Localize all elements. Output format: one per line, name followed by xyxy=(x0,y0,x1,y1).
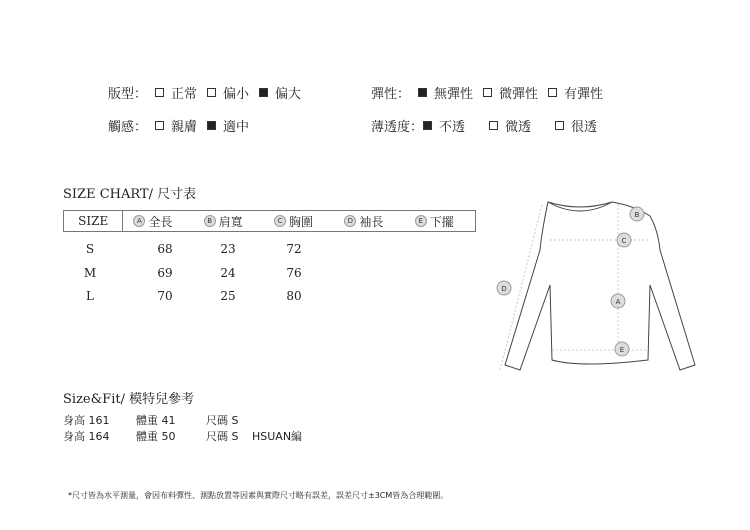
option-label: 無彈性 xyxy=(434,87,474,102)
column-label: 胸圍 xyxy=(289,214,314,229)
fit-label: 版型： xyxy=(108,87,148,102)
marker-a xyxy=(611,294,625,308)
elasticity-row xyxy=(371,83,613,102)
elasticity-option-slight xyxy=(483,83,538,102)
size-chart-header xyxy=(63,210,476,232)
option-label: 不透 xyxy=(439,120,466,135)
checkbox-checked-icon xyxy=(423,121,432,130)
value-cell: 68 xyxy=(157,242,173,256)
checkbox-icon xyxy=(483,88,492,97)
checkbox-checked-icon xyxy=(259,88,268,97)
model-size: 尺碼 S xyxy=(206,414,239,427)
marker-a-icon: A xyxy=(133,215,145,227)
value-cell: 25 xyxy=(220,289,236,303)
checkbox-checked-icon xyxy=(207,121,216,130)
value-cell: 76 xyxy=(286,266,302,280)
fit-option-small xyxy=(207,83,249,102)
elasticity-option-yes xyxy=(548,83,603,102)
value-cell: 24 xyxy=(220,266,236,280)
measurement-note: *尺寸皆為水平測量，會因布料彈性、測點放置等因素與實際尺寸略有誤差，誤差尺寸±3CM皆為合理範圍。 xyxy=(68,491,449,500)
column-header-d xyxy=(344,213,404,230)
checkbox-icon xyxy=(555,121,564,130)
touch-option-soft xyxy=(155,116,197,135)
option-label: 微透 xyxy=(505,120,532,135)
column-label: 全長 xyxy=(148,214,173,229)
garment-diagram xyxy=(490,190,710,380)
sheerness-row xyxy=(371,116,607,135)
value-cell: 72 xyxy=(286,242,302,256)
svg-text:C: C xyxy=(621,237,627,245)
size-cell: L xyxy=(86,289,94,303)
column-header-a xyxy=(133,213,193,230)
column-label: 下擺 xyxy=(429,214,454,229)
model-height: 身高 164 xyxy=(63,430,110,443)
marker-c-icon: C xyxy=(274,215,286,227)
size-fit-title: Size&Fit/ 模特兒參考 xyxy=(63,392,195,407)
model-row xyxy=(63,412,252,428)
option-label: 親膚 xyxy=(171,120,198,135)
checkbox-checked-icon xyxy=(418,88,427,97)
elasticity-label: 彈性： xyxy=(371,87,411,102)
touch-label: 觸感： xyxy=(108,120,148,135)
checkbox-icon xyxy=(155,121,164,130)
checkbox-icon xyxy=(155,88,164,97)
model-size: 尺碼 S xyxy=(206,430,239,443)
option-label: 偏小 xyxy=(223,87,250,102)
model-height: 身高 161 xyxy=(63,414,110,427)
model-row xyxy=(63,428,302,444)
option-label: 有彈性 xyxy=(564,87,604,102)
fit-option-large xyxy=(259,83,301,102)
marker-c xyxy=(617,233,631,247)
marker-e xyxy=(615,342,629,356)
sheerness-option-none xyxy=(423,116,465,135)
sheerness-label: 薄透度： xyxy=(371,120,424,135)
value-cell: 23 xyxy=(220,242,236,256)
value-cell: 80 xyxy=(286,289,302,303)
svg-text:D: D xyxy=(501,285,507,293)
marker-b-icon: B xyxy=(204,215,216,227)
fit-row xyxy=(108,83,311,102)
marker-b xyxy=(630,207,644,221)
touch-row xyxy=(108,116,259,135)
size-chart-title: SIZE CHART/ 尺寸表 xyxy=(63,187,197,202)
touch-option-medium xyxy=(207,116,249,135)
column-header-e xyxy=(415,213,475,230)
svg-text:E: E xyxy=(619,346,625,354)
option-label: 偏大 xyxy=(275,87,302,102)
column-label: 肩寬 xyxy=(218,214,243,229)
option-label: 微彈性 xyxy=(499,87,539,102)
size-cell: S xyxy=(85,242,95,256)
svg-text:A: A xyxy=(615,298,621,306)
option-label: 適中 xyxy=(223,120,250,135)
sheerness-option-slight xyxy=(489,116,531,135)
column-header-b xyxy=(204,213,264,230)
size-header-cell: SIZE xyxy=(64,211,123,231)
garment-outline xyxy=(505,202,695,370)
marker-d xyxy=(497,281,511,295)
model-weight: 體重 41 xyxy=(136,414,176,427)
column-header-c xyxy=(274,213,334,230)
size-cell: M xyxy=(83,266,97,280)
elasticity-option-none xyxy=(418,83,473,102)
option-label: 很透 xyxy=(571,120,598,135)
model-weight: 體重 50 xyxy=(136,430,176,443)
value-cell: 70 xyxy=(157,289,173,303)
marker-e-icon: E xyxy=(415,215,427,227)
checkbox-icon xyxy=(489,121,498,130)
column-label: 袖長 xyxy=(359,214,384,229)
sheerness-option-very xyxy=(555,116,597,135)
svg-text:B: B xyxy=(634,211,640,219)
checkbox-icon xyxy=(548,88,557,97)
fit-option-normal xyxy=(155,83,197,102)
model-name: HSUAN編 xyxy=(252,430,303,443)
marker-d-icon: D xyxy=(344,215,356,227)
checkbox-icon xyxy=(207,88,216,97)
value-cell: 69 xyxy=(157,266,173,280)
option-label: 正常 xyxy=(171,87,198,102)
